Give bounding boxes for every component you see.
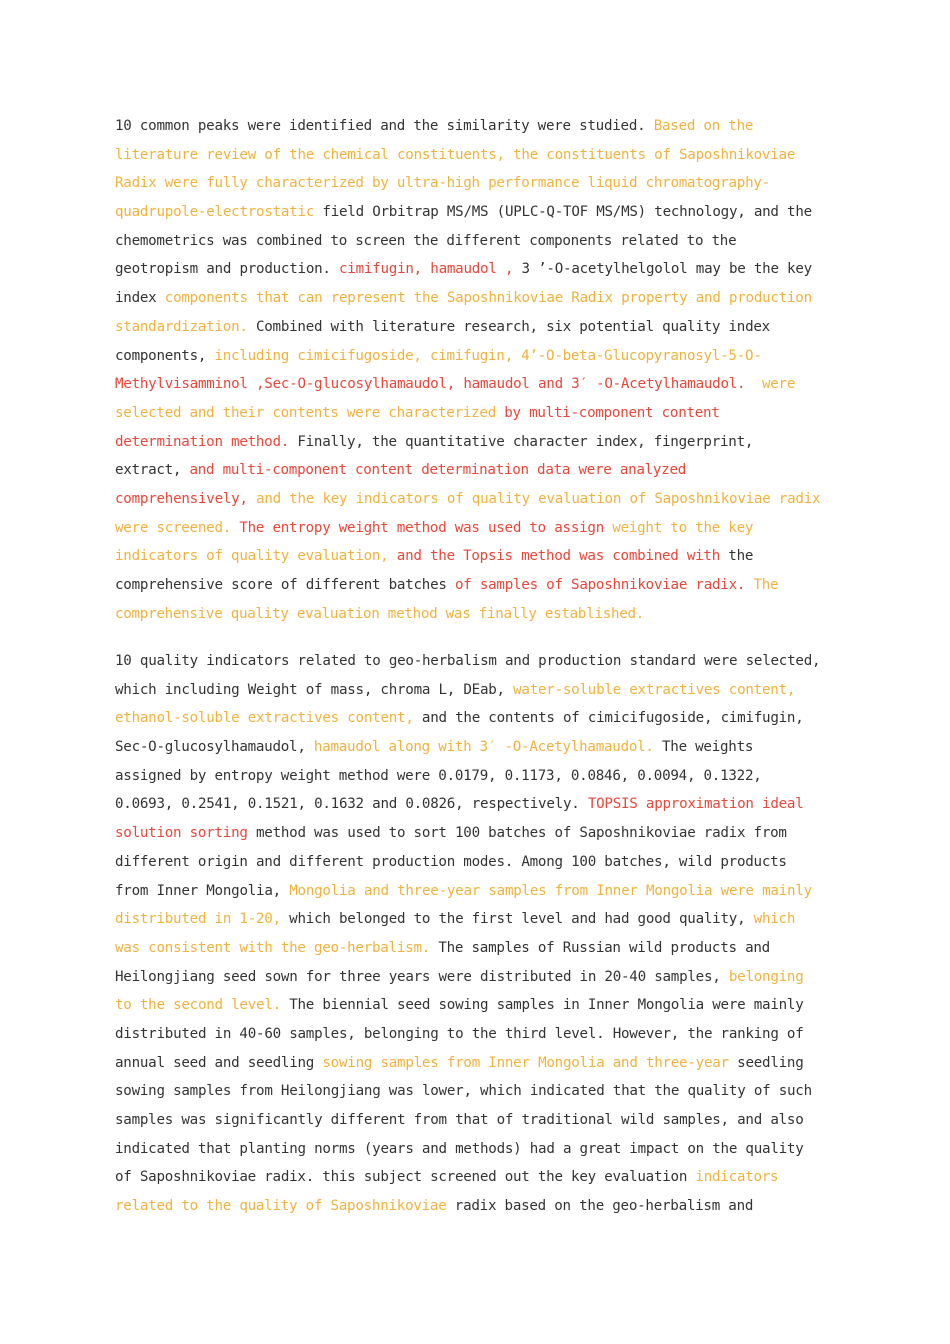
- highlighted-text-yellow: sowing samples from Inner Mongolia and three-year: [322, 1054, 729, 1071]
- highlighted-text-yellow: standardization.: [115, 318, 248, 335]
- text-line: [115, 647, 845, 676]
- highlighted-text-yellow: to the second level.: [115, 997, 281, 1014]
- highlighted-text-yellow: were: [753, 376, 796, 393]
- text-segment: The biennial seed sowing samples in Inner Mongolia were mainly: [280, 997, 804, 1014]
- highlighted-text-yellow: weight to the key: [612, 519, 754, 536]
- text-line: [115, 227, 845, 256]
- text-line: [115, 762, 845, 791]
- text-segment: Finally, the quantitative character index, fingerprint,: [289, 433, 754, 450]
- highlighted-text-yellow: related to the quality of Saposhnikoviae: [115, 1198, 447, 1215]
- text-line: [115, 1049, 845, 1078]
- highlighted-text-yellow: literature review of the chemical constituents, the constituents of Saposhnikoviae: [115, 146, 796, 163]
- highlighted-text-yellow: Mongolia and three-year samples from Inner Mongolia were mainly: [289, 882, 812, 899]
- text-line: [115, 905, 845, 934]
- text-line: [115, 542, 845, 571]
- highlighted-text-yellow: and the key indicators of quality evaluation of Saposhnikoviae radix: [247, 490, 821, 507]
- text-line: [115, 963, 845, 992]
- text-segment: distributed in 40-60 samples, belonging to the third level. However, the ranking of: [115, 1025, 804, 1042]
- text-line: [115, 1020, 845, 1049]
- text-segment: from Inner Mongolia,: [115, 882, 290, 899]
- text-segment: and the contents of cimicifugoside, cimifugin,: [413, 710, 804, 727]
- text-segment: components,: [115, 347, 215, 364]
- text-line: [115, 676, 845, 705]
- highlighted-text-yellow: which: [753, 911, 796, 928]
- highlighted-text-red: comprehensively,: [115, 490, 248, 507]
- highlighted-text-red: cimifugin, hamaudol ,: [339, 261, 514, 278]
- text-line: [115, 790, 845, 819]
- text-line: [115, 284, 845, 313]
- text-line: [115, 733, 845, 762]
- text-line: [115, 1077, 845, 1106]
- highlighted-text-red: and multi-component content determination data were analyzed: [189, 462, 687, 479]
- text-segment: geotropism and production.: [115, 261, 340, 278]
- highlighted-text-red: of samples of Saposhnikoviae radix.: [454, 577, 746, 593]
- text-line: [115, 704, 845, 733]
- text-segment: The samples of Russian wild products and: [430, 939, 770, 956]
- text-line: [115, 428, 845, 457]
- text-segment: different origin and different production modes. Among 100 batches, wild products: [115, 853, 787, 870]
- highlighted-text-red: Methylvisamminol ,Sec-O-glucosylhamaudol, hamaudol and 3′ -O-Acetylhamaudol.: [115, 376, 754, 393]
- text-line: [115, 1135, 845, 1164]
- highlighted-text-red: The entropy weight method was used to assign: [231, 519, 613, 536]
- highlighted-text-yellow: Radix were fully characterized by ultra-high performance liquid chromatography-: [115, 175, 770, 192]
- text-line: [115, 485, 845, 514]
- text-line: [115, 169, 845, 198]
- text-line: [115, 313, 845, 342]
- text-segment: chemometrics was combined to screen the different components related to the: [115, 232, 737, 249]
- text-line: [115, 141, 845, 170]
- text-segment: 3 ’-O-acetylhelgolol may be the key: [513, 261, 812, 278]
- highlighted-text-yellow: The: [745, 577, 779, 593]
- text-segment: 0.0693, 0.2541, 0.1521, 0.1632 and 0.0826, respectively.: [115, 796, 588, 813]
- highlighted-text-yellow: selected and their contents were characterized: [115, 404, 505, 421]
- text-line: [115, 399, 845, 428]
- text-segment: Heilongjiang seed sown for three years were distributed in 20-40 samples,: [115, 968, 729, 985]
- highlighted-text-yellow: comprehensive quality evaluation method was finally established.: [115, 605, 645, 622]
- text-segment: assigned by entropy weight method were 0.0179, 0.1173, 0.0846, 0.0094, 0.1322,: [115, 767, 762, 784]
- text-segment: method was used to sort 100 batches of Saposhnikoviae radix from: [247, 825, 787, 842]
- text-line: [115, 342, 845, 371]
- text-segment: comprehensive score of different batches: [115, 577, 455, 593]
- highlighted-text-yellow: Based on the: [653, 118, 754, 134]
- highlighted-text-red: TOPSIS approximation ideal: [587, 796, 804, 813]
- highlighted-text-yellow: indicators of quality evaluation,: [115, 548, 389, 565]
- text-line: [115, 456, 845, 485]
- highlighted-text-red: by multi-component content: [504, 404, 720, 421]
- text-line: [115, 600, 845, 629]
- text-segment: The weights: [653, 739, 754, 756]
- text-segment: radix based on the geo-herbalism and: [446, 1198, 754, 1215]
- text-line: [115, 819, 845, 848]
- text-segment: 10 common peaks were identified and the similarity were studied.: [115, 118, 654, 134]
- text-segment: index: [115, 290, 165, 307]
- highlighted-text-red: and the Topsis method was combined with: [388, 548, 721, 565]
- text-segment: the: [720, 548, 754, 565]
- text-segment: which including Weight of mass, chroma L, DEab,: [115, 681, 514, 698]
- text-segment: which belonged to the first level and had good quality,: [280, 911, 754, 928]
- text-segment: of Saposhnikoviae radix. this subject screened out the key evaluation: [115, 1169, 696, 1186]
- paragraph-2: [115, 647, 845, 1221]
- text-line: [115, 877, 845, 906]
- highlighted-text-yellow: was consistent with the geo-herbalism.: [115, 939, 431, 956]
- paragraph-1: [115, 112, 845, 628]
- text-segment: sowing samples from Heilongjiang was lower, which indicated that the quality of such: [115, 1083, 812, 1100]
- highlighted-text-red: solution sorting: [115, 825, 248, 842]
- highlighted-text-yellow: were screened.: [115, 519, 232, 536]
- highlighted-text-yellow: indicators: [695, 1169, 779, 1186]
- highlighted-text-yellow: distributed in 1-20,: [115, 911, 281, 928]
- text-segment: field Orbitrap MS/MS (UPLC-Q-TOF MS/MS) technology, and the: [314, 204, 812, 221]
- text-line: [115, 112, 845, 141]
- text-line: [115, 370, 845, 399]
- text-segment: seedling: [728, 1054, 804, 1071]
- text-line: [115, 934, 845, 963]
- text-segment: samples was significantly different from that of traditional wild samples, and also: [115, 1112, 804, 1128]
- text-line: [115, 1106, 845, 1135]
- highlighted-text-yellow: water-soluble extractives content,: [513, 681, 796, 698]
- highlighted-text-red: determination method.: [115, 433, 290, 450]
- highlighted-text-yellow: including cimicifugoside, cimifugin, 4’-O-beta-Glucopyranosyl-5-O-: [214, 347, 762, 364]
- text-segment: Sec-O-glucosylhamaudol,: [115, 739, 314, 756]
- highlighted-text-yellow: hamaudol along with 3′ -O-Acetylhamaudol.: [313, 739, 654, 756]
- text-line: [115, 198, 845, 227]
- highlighted-text-yellow: components that can represent the Saposhnikoviae Radix property and production: [164, 290, 812, 307]
- text-line: [115, 1192, 845, 1221]
- highlighted-text-yellow: quadrupole-electrostatic: [115, 204, 315, 221]
- highlighted-text-yellow: ethanol-soluble extractives content,: [115, 710, 414, 727]
- text-segment: indicated that planting norms (years and methods) had a great impact on the quality: [115, 1140, 804, 1157]
- text-line: [115, 571, 845, 600]
- text-line: [115, 514, 845, 543]
- text-segment: extract,: [115, 462, 190, 479]
- text-segment: annual seed and seedling: [115, 1054, 323, 1071]
- text-line: [115, 255, 845, 284]
- text-line: [115, 848, 845, 877]
- text-segment: Combined with literature research, six potential quality index: [247, 318, 770, 335]
- text-line: [115, 1163, 845, 1192]
- text-segment: 10 quality indicators related to geo-herbalism and production standard were selected,: [115, 653, 821, 669]
- highlighted-text-yellow: belonging: [728, 968, 804, 985]
- text-line: [115, 991, 845, 1020]
